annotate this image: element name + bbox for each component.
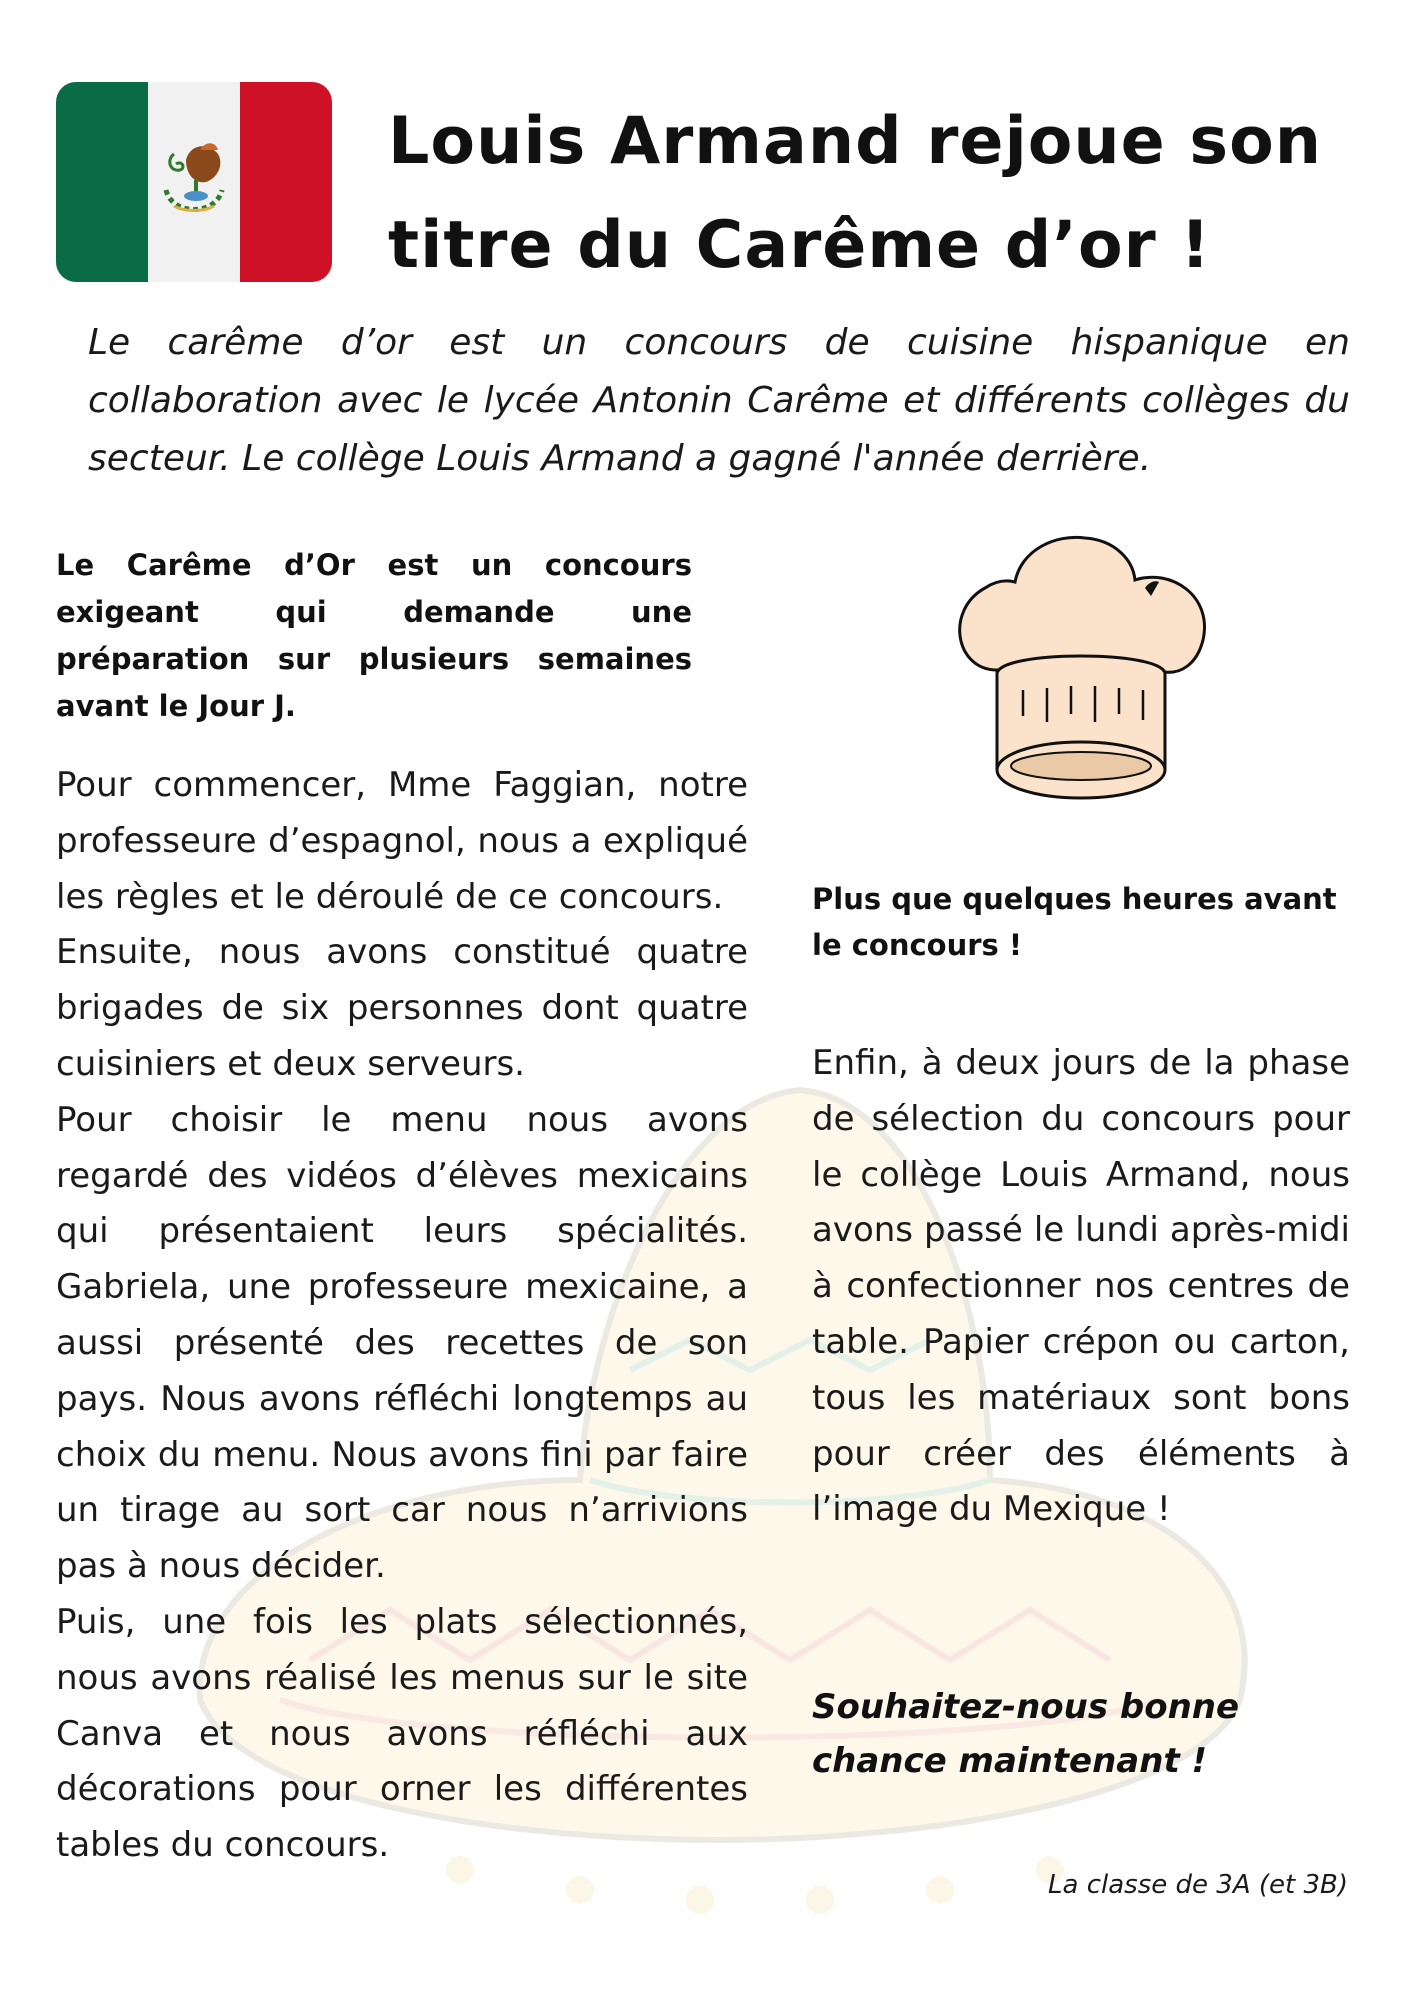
flag-red-stripe	[240, 82, 332, 282]
signature: La classe de 3A (et 3B)	[1048, 1870, 1348, 1900]
eagle-emblem-icon	[156, 120, 232, 230]
body-paragraph: Ensuite, nous avons constitué quatre brigades de six personnes dont quatre cuisiniers et deux serveurs.	[56, 932, 748, 1084]
intro-paragraph: Le carême d’or est un concours de cuisine hispanique en collaboration avec le lycée Antonin Carême et différents collèges du secteur. Le collège Louis Armand a gagné l'année derrière.	[88, 322, 1350, 479]
image-caption: Plus que quelques heures avant le concours !	[812, 882, 1337, 962]
body-paragraph: Puis, une fois les plats sélectionnés, nous avons réalisé les menus sur le site Canva et nous avons réfléchi aux décorations pour orner les différentes tables du concours.	[56, 1601, 748, 1866]
left-column	[56, 758, 748, 1874]
body-paragraph: Pour commencer, Mme Faggian, notre professeure d’espagnol, nous a expliqué les règles et le déroulé de ce concours.	[56, 765, 748, 917]
closing-message: Souhaitez-nous bonne chance maintenant !	[812, 1687, 1240, 1781]
page-title: Louis Armand rejoue son titre du Carême d’or !	[388, 104, 1323, 283]
chef-hat-icon	[945, 530, 1217, 815]
flag-white-stripe	[148, 82, 240, 282]
mexico-flag-icon	[56, 82, 332, 282]
flag-green-stripe	[56, 82, 148, 282]
right-column-paragraph: Enfin, à deux jours de la phase de sélection du concours pour le collège Louis Armand, nous avons passé le lundi après-midi à confectionner nos centres de table. Papier crépon ou carton, tous les matériaux sont bons pour créer des éléments à l’image du Mexique !	[812, 1043, 1350, 1530]
body-paragraph: Pour choisir le menu nous avons regardé des vidéos d’élèves mexicains qui présentaient leurs spécialités. Gabriela, une professeure mexicaine, a aussi présenté des recettes de son pays. Nous avons réfléchi longtemps au choix du menu. Nous avons fini par faire un tirage au sort car nous n’arrivions pas à nous décider.	[56, 1099, 748, 1587]
lead-paragraph: Le Carême d’Or est un concours exigeant qui demande une préparation sur plusieurs semaines avant le Jour J.	[56, 548, 692, 723]
